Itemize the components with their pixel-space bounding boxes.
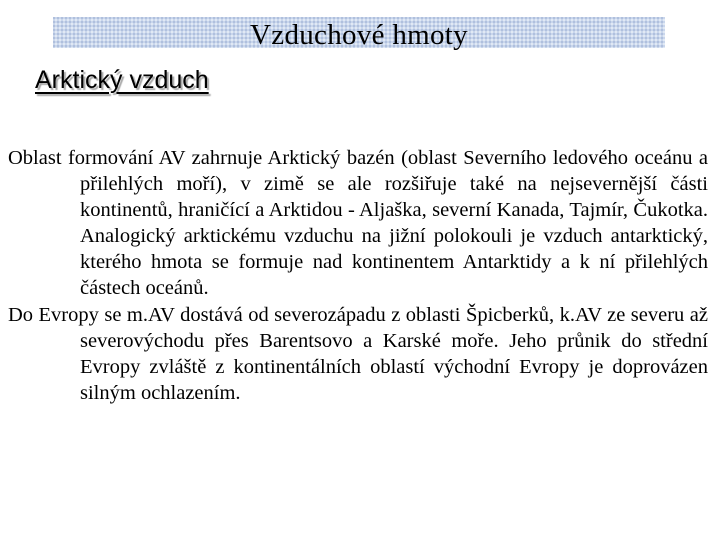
slide-subtitle: Arktický vzduch bbox=[35, 66, 209, 94]
paragraph-europe-arrival: Do Evropy se m.AV dostává od severozápadu z oblasti Špicberků, k.AV ze severu až severovýchodu přes Barentsovo a Karské moře. Jeho průnik do střední Evropy zvláště z kontinentálních oblastí východní Evropy je doprovázen silným ochlazením. bbox=[8, 303, 708, 404]
paragraph-formation-area: Oblast formování AV zahrnuje Arktický bazén (oblast Severního ledového oceánu a přilehlých moří), v zimě se ale rozšiřuje také na nejsevernější části kontinentů, hraničící a Arktidou - Aljaška, severní Kanada, Tajmír, Čukotka. Analogický arktickému vzduchu na jižní polokouli je vzduch antarktický, kterého hmota se formuje nad kontinentem Antarktidy a k ní přilehlých částech oceánů. bbox=[8, 147, 708, 300]
title-banner bbox=[53, 17, 665, 51]
slide-body bbox=[8, 145, 708, 406]
slide-title: Vzduchové hmoty bbox=[250, 19, 468, 51]
